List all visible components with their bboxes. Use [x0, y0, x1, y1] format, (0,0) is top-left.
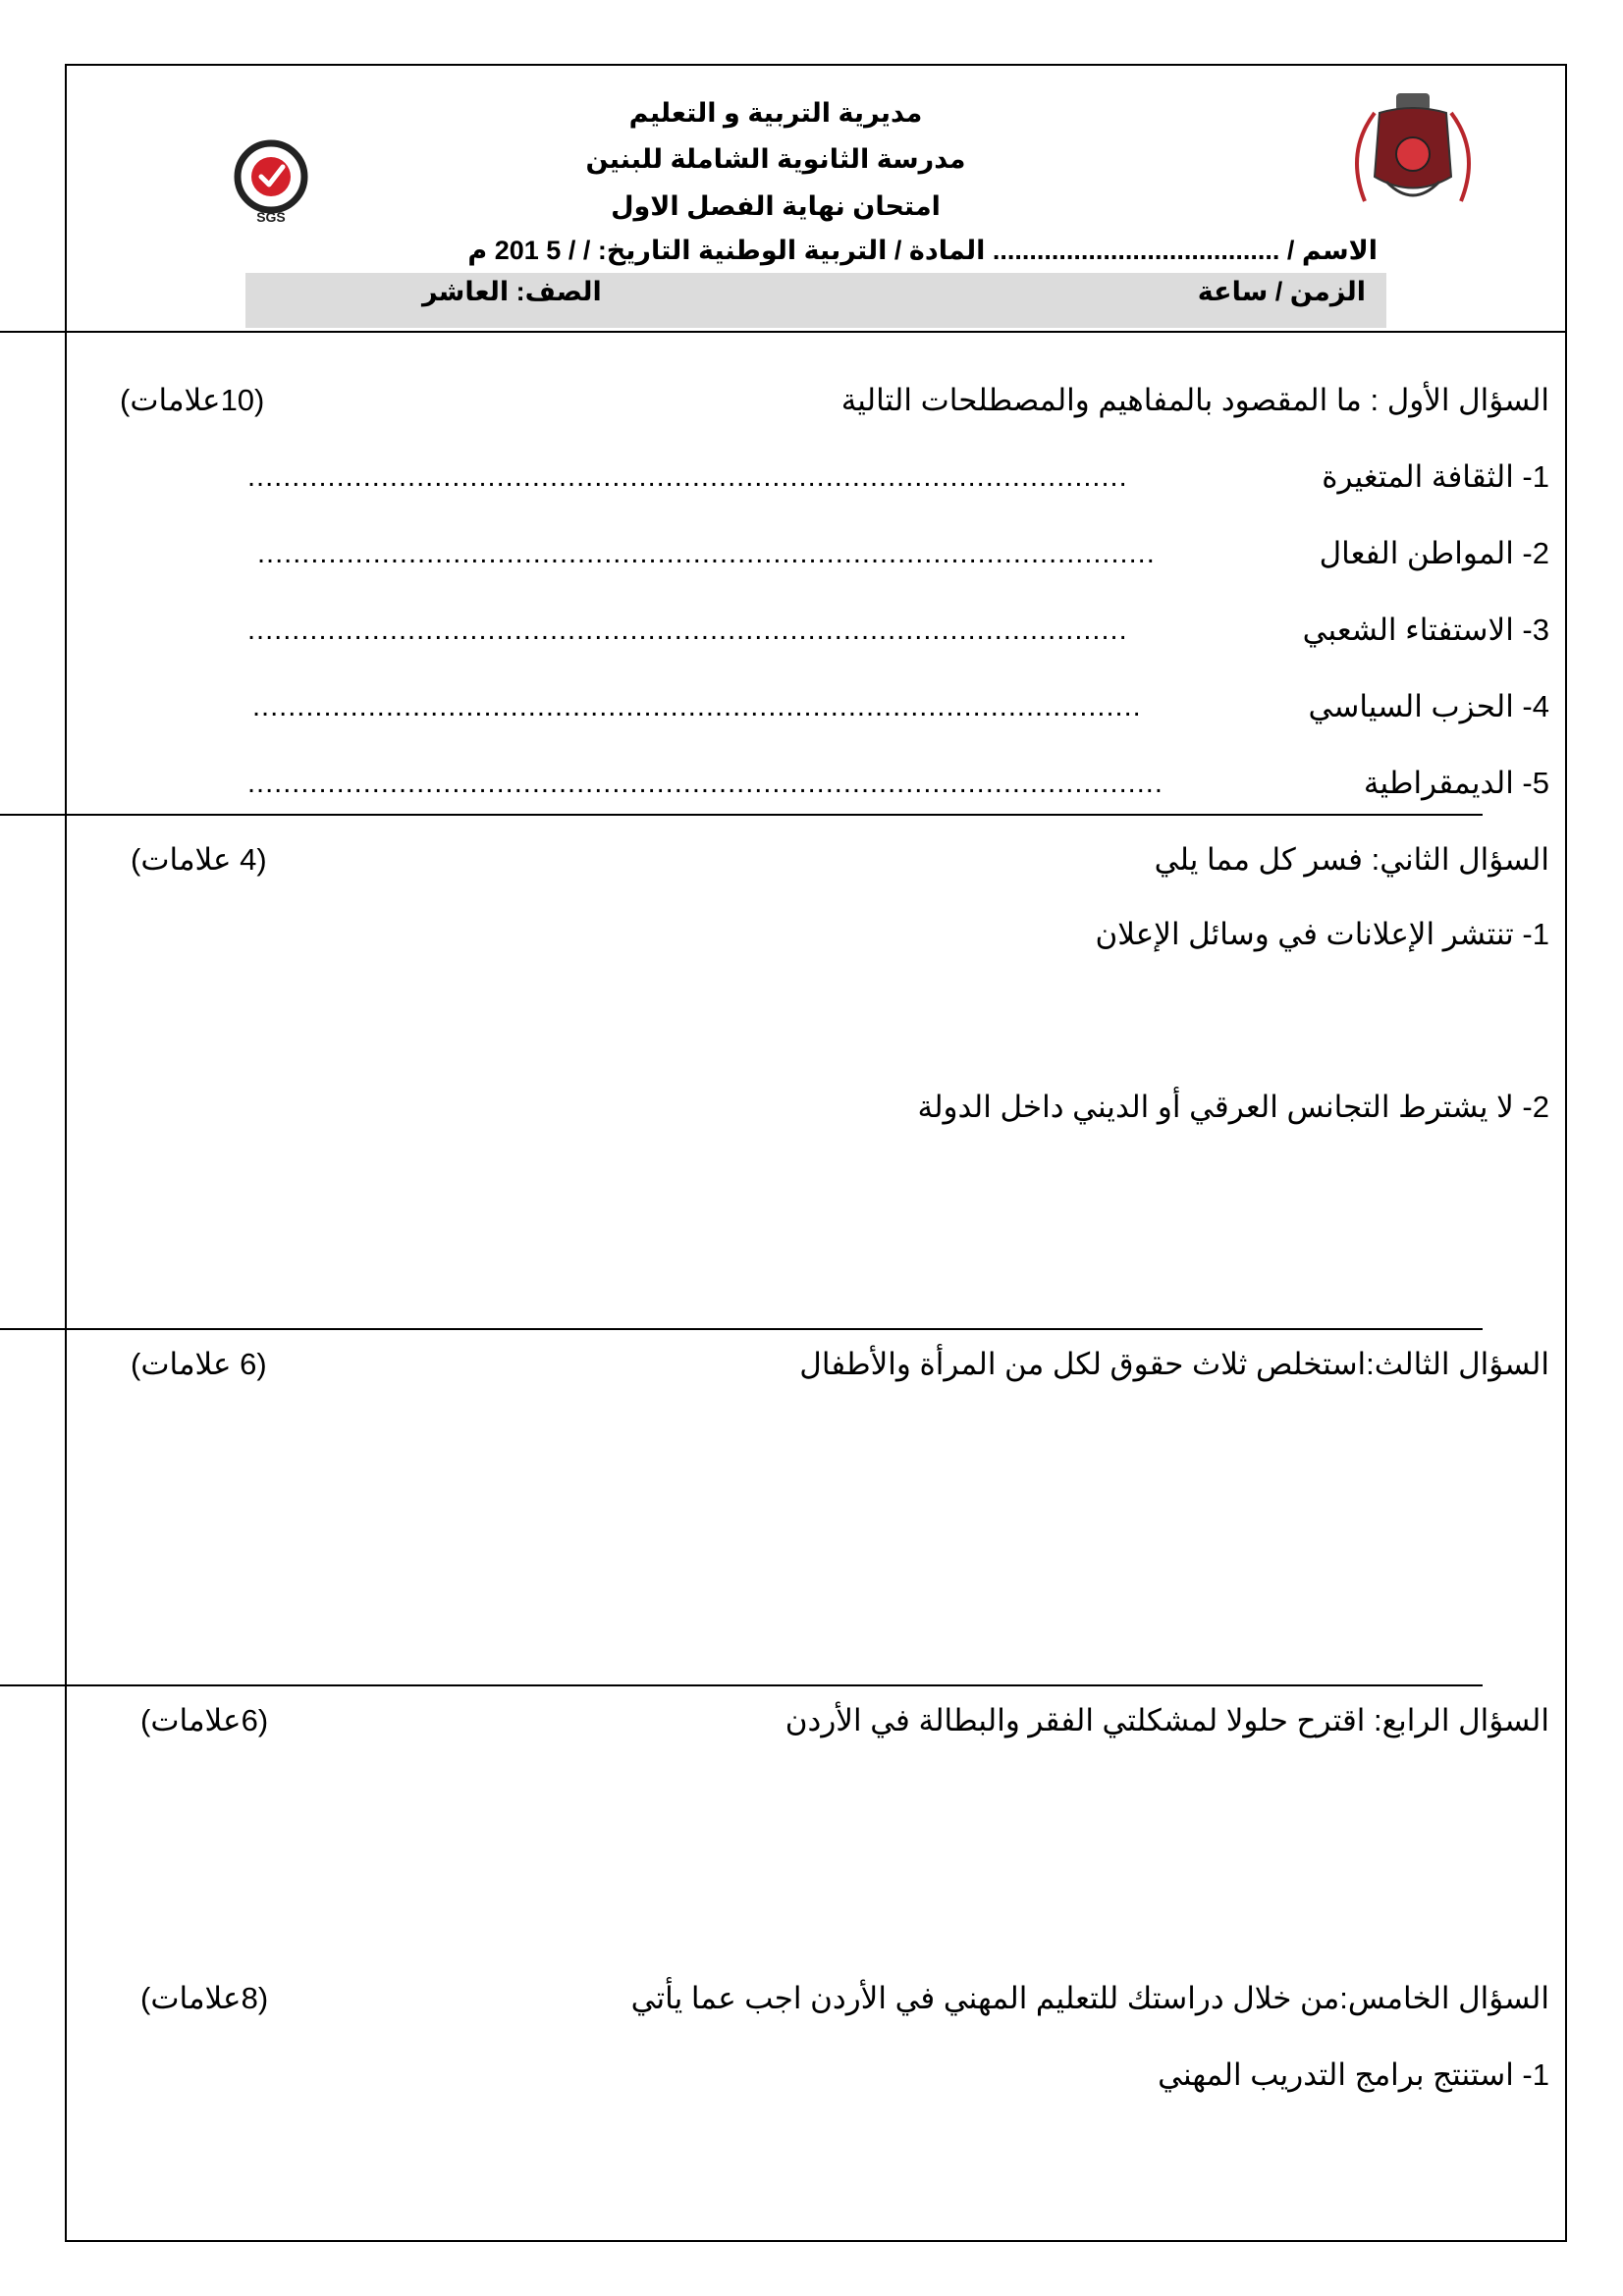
q1-item-3-answer-line[interactable]: ................................................................................................... — [247, 614, 1128, 646]
q4-title: السؤال الرابع: اقترح حلولا لمشكلتي الفقر والبطالة في الأردن — [784, 1703, 1549, 1737]
grade-label: الصف: العاشر — [422, 277, 602, 306]
q1-item-2-answer-line[interactable]: ..................................................................................................... — [257, 538, 1156, 569]
q1-item-2-label: 2- المواطن الفعال — [1319, 536, 1549, 570]
q2-item-1-label: 1- تنتشر الإعلانات في وسائل الإعلان — [1095, 917, 1549, 951]
exam-title: امتحان نهاية الفصل الاول — [611, 191, 941, 221]
q2-marks: (4 علامات) — [131, 842, 267, 877]
jordan-crest-logo — [1335, 83, 1490, 223]
q1-divider — [0, 814, 1483, 816]
q1-item-5-answer-line[interactable]: ....................................................................................................... — [247, 768, 1163, 799]
q4-marks: (6علامات) — [140, 1703, 269, 1737]
q1-title: السؤال الأول : ما المقصود بالمفاهيم والمصطلحات التالية — [840, 383, 1549, 417]
q2-item-2-label: 2- لا يشترط التجانس العرقي أو الديني داخل الدولة — [917, 1090, 1549, 1124]
name-subject-date-line: الاسم / ....................................... المادة / التربية الوطنية التاريخ: / / 5 201 م — [467, 236, 1378, 265]
q1-item-1-label: 1- الثقافة المتغيرة — [1322, 459, 1549, 494]
q5-marks: (8علامات) — [140, 1981, 269, 2015]
header-divider — [0, 331, 1567, 333]
q1-item-3-label: 3- الاستفتاء الشعبي — [1302, 613, 1549, 647]
q1-item-4-answer-line[interactable]: .................................................................................................... — [252, 691, 1142, 722]
q1-item-5-label: 5- الديمقراطية — [1363, 766, 1549, 800]
q3-divider — [0, 1684, 1483, 1686]
q5-item-1-label: 1- استنتج برامج التدريب المهني — [1158, 2057, 1549, 2092]
directorate-title: مديرية التربية و التعليم — [628, 98, 923, 128]
q5-title: السؤال الخامس:من خلال دراستك للتعليم المهني في الأردن اجب عما يأتي — [630, 1981, 1549, 2015]
sgs-label: SGS — [256, 209, 286, 225]
q1-marks: (10علامات) — [120, 383, 265, 417]
sgs-certification-logo — [226, 137, 316, 226]
q1-item-1-answer-line[interactable]: ................................................................................................... — [247, 461, 1128, 493]
q2-title: السؤال الثاني: فسر كل مما يلي — [1154, 842, 1549, 877]
school-title: مدرسة الثانوية الشاملة للبنين — [585, 144, 966, 174]
q1-item-4-label: 4- الحزب السياسي — [1308, 689, 1549, 723]
q2-divider — [0, 1328, 1483, 1330]
q3-marks: (6 علامات) — [131, 1347, 267, 1381]
exam-duration: الزمن / ساعة — [1197, 277, 1366, 306]
q3-title: السؤال الثالث:استخلص ثلاث حقوق لكل من المرأة والأطفال — [799, 1347, 1549, 1381]
